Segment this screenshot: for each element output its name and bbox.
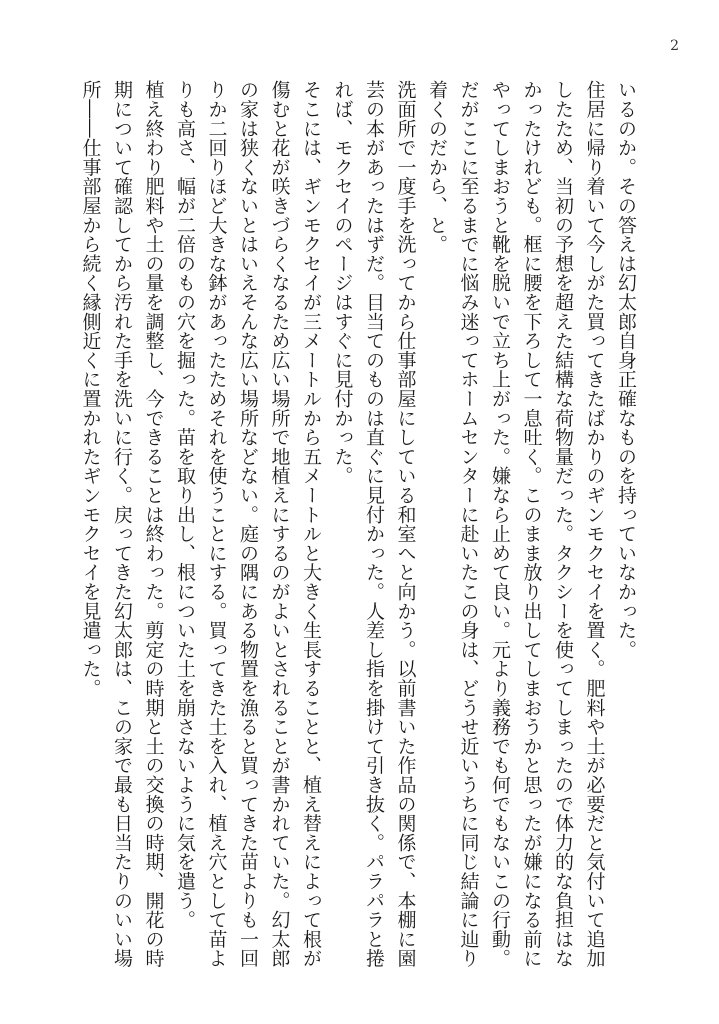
paragraph-1: いるのか。その答えは幻太郎自身正確なものを持っていなかった。 [615,80,637,659]
paragraph-5: 植え終わり肥料や土の量を調整し、今できることは終わった。剪定の時期と土の交換の時期、開花の時期について確認してから汚れた手を洗いに行く。戻ってきた幻太郎は、この家で最も日当たりのいい場所――仕事部屋から続く縁側近くに置かれたギンモクセイを見遣った。 [79,80,165,968]
paragraph-2: 住居に帰り着いて今しがた買ってきたばかりのギンモクセイを置く。肥料や土が必要だと気付いて追加したため、当初の予想を超えた結構な荷物量だった。タクシーを使ってしまったので体力的な負担はなかったけれども。框に腰を下ろして一息吐く。このまま放り出してしまおうかと思ったが嫌になる前にやってしまおうと靴を脱いで立ち上がった。嫌なら止めて良い。元より義務でも何でもないこの行動。だがここに至るまでに悩み迷ってホームセンターに赴いたこの身は、どうせ近いうちに同じ結論に辿り着くのだから、と。 [426,80,606,968]
paragraph-3: 洗面所で一度手を洗ってから仕事部屋にしている和室へと向かう。以前書いた作品の関係で、本棚に園芸の本があったはずだ。目当てのものは直ぐに見付かった。人差し指を掛けて引き抜く。パラパラと捲れば、モクセイのページはすぐに見付かった。 [331,80,417,968]
body-text [41,80,641,980]
paragraph-4: そこには、ギンモクセイが三メートルから五メートルと大きく生長することと、植え替えによって根が傷むと花が咲きづらくなるため広い場所で地植えにするのがよいとされることが書かれていた。幻太郎の家は狭くないとはいえそんな広い場所などない。庭の隅にある物置を漁ると買ってきた苗よりも一回りか二回りほど大きな鉢があったためそれを使うことにする。買ってきた土を入れ、植え穴として苗よりも高さ、幅が二倍のもの穴を掘った。苗を取り出し、根についた土を崩さないように気を遣う。 [174,80,322,968]
page-number: 2 [670,38,679,54]
